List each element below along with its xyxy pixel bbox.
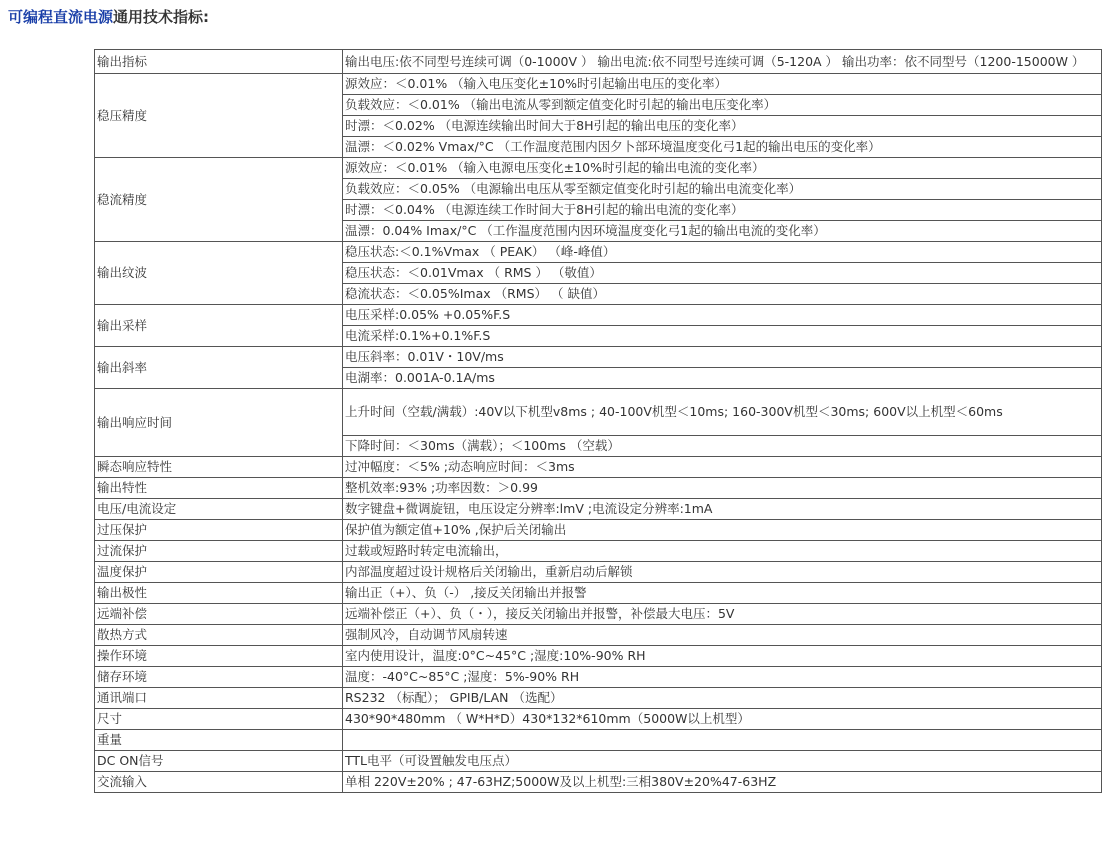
spec-label: 电压/电流设定 xyxy=(95,499,343,520)
spec-value: 时漂：＜0.02% （电源连续输出时间大于8H引起的输出电压的变化率） xyxy=(343,116,1102,137)
spec-value: 源效应：＜0.01% （输入电源电压变化±10%时引起的输出电流的变化率） xyxy=(343,158,1102,179)
spec-table xyxy=(94,49,1102,793)
spec-label: 稳流精度 xyxy=(95,158,343,242)
table-row xyxy=(95,583,1102,604)
spec-value: RS232 （标配）； GPIB/LAN （选配） xyxy=(343,688,1102,709)
spec-label: 散热方式 xyxy=(95,625,343,646)
spec-value: 温漂：0.04% Imax/°C （工作温度范围内因环境温度变化弓1起的输出电流的变化率） xyxy=(343,221,1102,242)
table-row xyxy=(95,457,1102,478)
spec-label: 稳压精度 xyxy=(95,74,343,158)
table-row xyxy=(95,74,1102,95)
spec-value: 负载效应：＜0.05% （电源输出电压从零至额定值变化时引起的输出电流变化率） xyxy=(343,179,1102,200)
spec-label: DC ON信号 xyxy=(95,751,343,772)
heading-text: 通用技术指标: xyxy=(113,8,210,26)
table-row xyxy=(95,709,1102,730)
spec-label: 通讯端口 xyxy=(95,688,343,709)
spec-value: 电湖率：0.001A-0.1A/ms xyxy=(343,368,1102,389)
spec-value xyxy=(343,730,1102,751)
spec-label: 输出采样 xyxy=(95,305,343,347)
spec-value: 时漂：＜0.04% （电源连续工作时间大于8H引起的输出电流的变化率） xyxy=(343,200,1102,221)
table-row xyxy=(95,242,1102,263)
spec-value: 整机效率:93% ;功率因数：＞0.99 xyxy=(343,478,1102,499)
spec-label: 操作环境 xyxy=(95,646,343,667)
table-row xyxy=(95,562,1102,583)
table-row xyxy=(95,158,1102,179)
spec-value: 源效应：＜0.01% （输入电压变化±10%时引起输出电压的变化率） xyxy=(343,74,1102,95)
spec-table-body xyxy=(95,50,1102,793)
spec-value: 电流采样:0.1%+0.1%F.S xyxy=(343,326,1102,347)
spec-label: 输出响应时间 xyxy=(95,389,343,457)
spec-value: 输出电压:依不同型号连续可调（0-1000V ） 输出电流:依不同型号连续可调（5-120A ） 输出功率：依不同型号（1200-15000W ） xyxy=(343,50,1102,74)
spec-label: 输出斜率 xyxy=(95,347,343,389)
table-row xyxy=(95,772,1102,793)
spec-label: 输出指标 xyxy=(95,50,343,74)
spec-value: 温漂：＜0.02% Vmax/°C （工作温度范围内因夕卜部环境温度变化弓1起的输出电压的变化率） xyxy=(343,137,1102,158)
spec-value: 稳压状态：＜0.01Vmax （ RMS ） （敬值） xyxy=(343,263,1102,284)
spec-label: 重量 xyxy=(95,730,343,751)
spec-label: 输出纹波 xyxy=(95,242,343,305)
table-row xyxy=(95,541,1102,562)
table-row xyxy=(95,730,1102,751)
table-row xyxy=(95,478,1102,499)
spec-value: 负载效应：＜0.01% （输出电流从零到额定值变化时引起的输出电压变化率） xyxy=(343,95,1102,116)
spec-label: 尺寸 xyxy=(95,709,343,730)
table-row xyxy=(95,646,1102,667)
spec-value: 电压斜率：0.01V・10V/ms xyxy=(343,347,1102,368)
spec-value: 内部温度超过设计规格后关闭输出，重新启动后解锁 xyxy=(343,562,1102,583)
table-row xyxy=(95,499,1102,520)
spec-value: 电压采样:0.05% +0.05%F.S xyxy=(343,305,1102,326)
spec-value: 室内使用设计，温度:0°C~45°C ;湿度:10%-90% RH xyxy=(343,646,1102,667)
spec-label: 交流输入 xyxy=(95,772,343,793)
table-row xyxy=(95,604,1102,625)
spec-value: TTL电平（可设置触发电压点） xyxy=(343,751,1102,772)
spec-value: 数字键盘+微调旋钮，电压设定分辨率:lmV ;电流设定分辨率:1mA xyxy=(343,499,1102,520)
spec-value: 过载或短路时转定电流输出， xyxy=(343,541,1102,562)
spec-label: 远端补偿 xyxy=(95,604,343,625)
spec-label: 过流保护 xyxy=(95,541,343,562)
spec-value: 远端补偿正（+）、负（・），接反关闭输出并报警，补偿最大电压：5V xyxy=(343,604,1102,625)
table-row xyxy=(95,688,1102,709)
spec-value: 温度：-40°C~85°C ;湿度：5%-90% RH xyxy=(343,667,1102,688)
spec-value: 上升时间（空载/满载）:40V以下机型v8ms ; 40-100V机型＜10ms; 160-300V机型＜30ms; 600V以上机型＜60ms xyxy=(343,389,1102,436)
table-row xyxy=(95,347,1102,368)
spec-label: 储存环境 xyxy=(95,667,343,688)
table-row xyxy=(95,667,1102,688)
spec-value: 430*90*480mm （ W*H*D）430*132*610mm（5000W以上机型） xyxy=(343,709,1102,730)
table-row xyxy=(95,305,1102,326)
spec-label: 过压保护 xyxy=(95,520,343,541)
table-row xyxy=(95,50,1102,74)
spec-value: 强制风冷，自动调节风扇转速 xyxy=(343,625,1102,646)
spec-value: 稳压状态:＜0.1%Vmax （ PEAK） （峰-峰值） xyxy=(343,242,1102,263)
spec-label: 温度保护 xyxy=(95,562,343,583)
spec-value: 保护值为额定值+10% ,保护后关闭输出 xyxy=(343,520,1102,541)
table-row xyxy=(95,389,1102,436)
spec-value: 输出正（+）、负（-） ,接反关闭输出并报警 xyxy=(343,583,1102,604)
product-link[interactable]: 可编程直流电源 xyxy=(8,8,114,26)
page-heading xyxy=(8,3,209,31)
spec-value: 稳流状态：＜0.05%Imax （RMS） （ 缺值） xyxy=(343,284,1102,305)
spec-value: 单相 220V±20% ; 47-63HZ;5000W及以上机型:三相380V±20%47-63HZ xyxy=(343,772,1102,793)
spec-label: 输出特性 xyxy=(95,478,343,499)
spec-value: 过冲幅度：＜5% ;动态响应时间：＜3ms xyxy=(343,457,1102,478)
table-row xyxy=(95,751,1102,772)
table-row xyxy=(95,520,1102,541)
spec-value: 下降时间：＜30ms（满载）；＜100ms （空载） xyxy=(343,436,1102,457)
spec-label: 输出极性 xyxy=(95,583,343,604)
table-row xyxy=(95,625,1102,646)
spec-label: 瞬态响应特性 xyxy=(95,457,343,478)
